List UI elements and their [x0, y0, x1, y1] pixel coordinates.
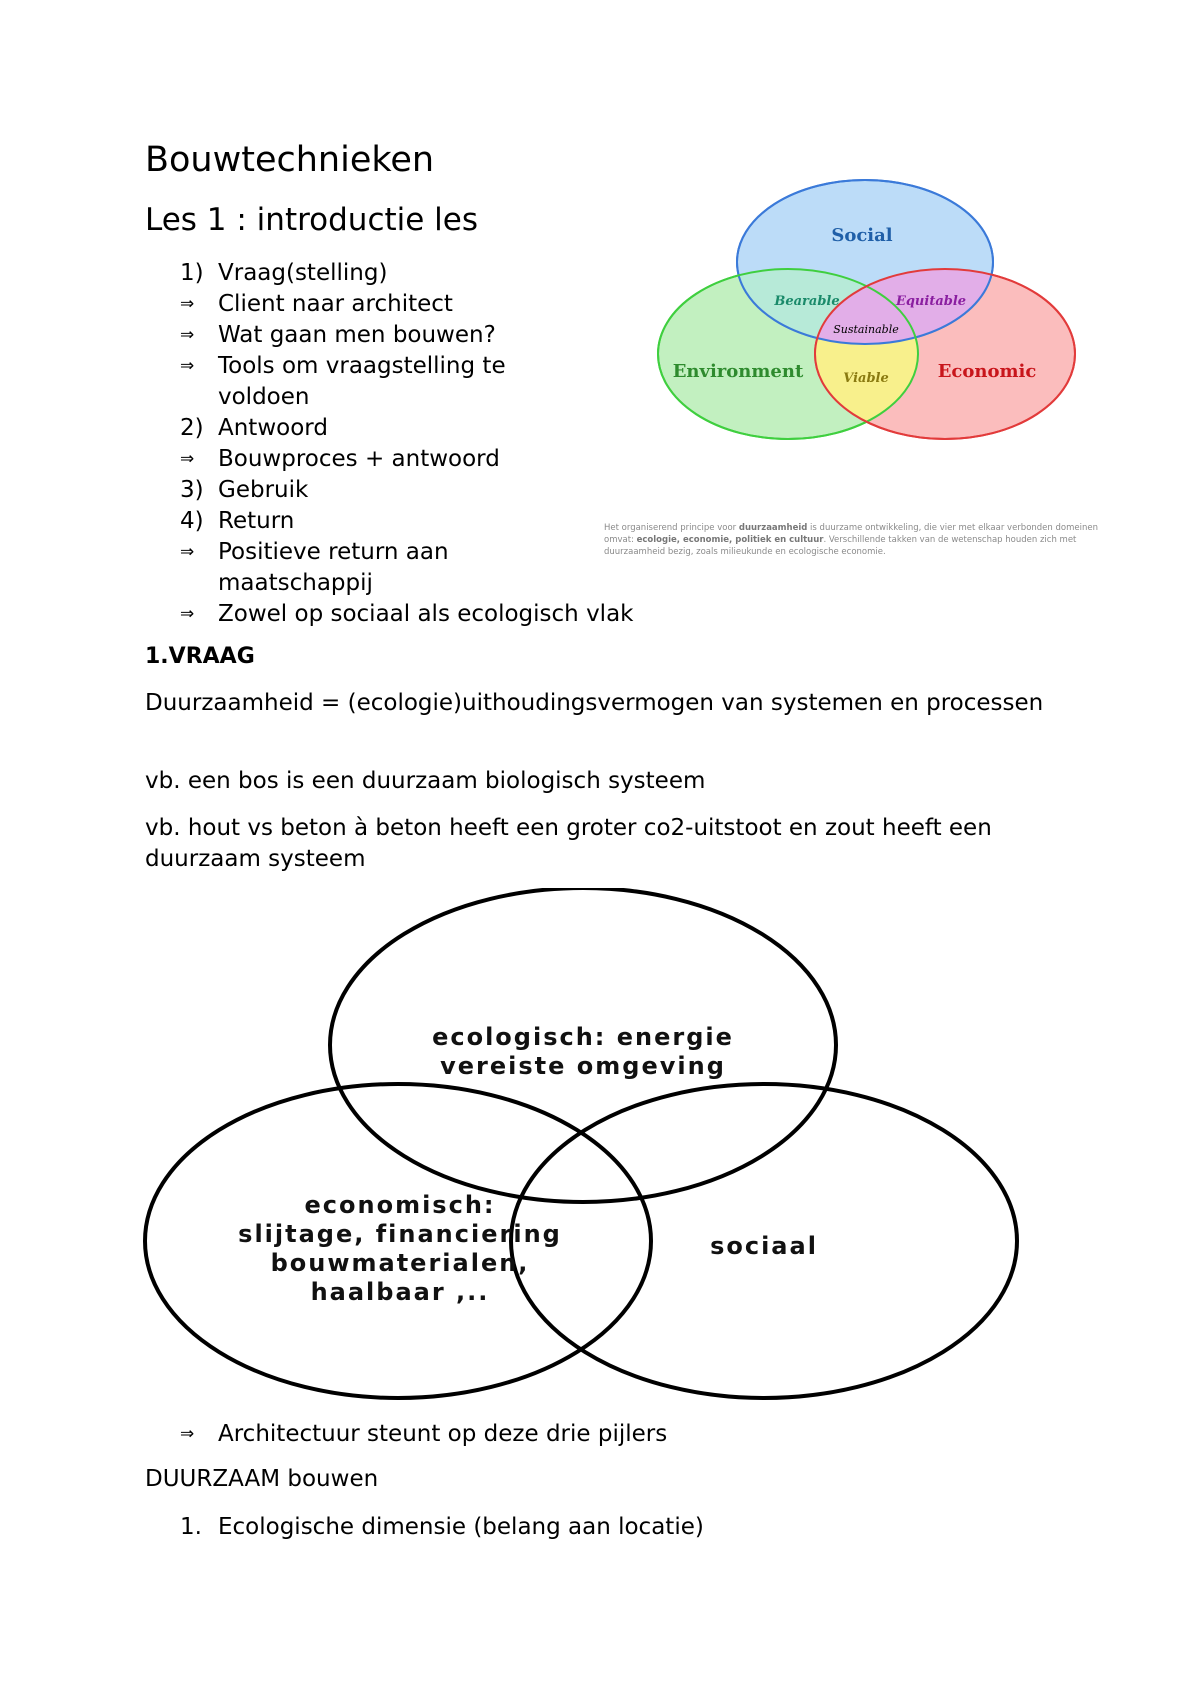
- section-title: VRAAG: [168, 644, 255, 669]
- list-item: [180, 444, 700, 475]
- page-title: Bouwtechnieken: [145, 140, 435, 180]
- equitable-label: Equitable: [895, 294, 967, 309]
- venn-caption: [604, 522, 1114, 558]
- sociaal-label: sociaal: [710, 1232, 818, 1260]
- arrow-icon: ⇒: [180, 542, 195, 562]
- list-item: [180, 413, 700, 444]
- list-item: [180, 320, 700, 351]
- list-marker: 1): [180, 260, 204, 286]
- paragraph-definition: Duurzaamheid = (ecologie)uithoudingsvermogen van systemen en processen: [145, 690, 1044, 716]
- ecologisch-label-line1: ecologisch: energie: [432, 1023, 734, 1051]
- social-label: Social: [831, 225, 893, 246]
- section-heading-vraag: [145, 644, 255, 669]
- arrow-icon: ⇒: [180, 325, 195, 345]
- list-item-text: Return: [218, 508, 295, 534]
- sustainability-venn-image: [645, 178, 1095, 448]
- numbered-item-text: Ecologische dimensie (belang aan locatie): [218, 1514, 704, 1540]
- duurzaam-heading: DUURZAAM bouwen: [145, 1466, 379, 1492]
- architectuur-note-text: Architectuur steunt op deze drie pijlers: [218, 1421, 668, 1447]
- arrow-icon: ⇒: [180, 449, 195, 469]
- lesson-subtitle: Les 1 : introductie les: [145, 202, 479, 238]
- list-item: [180, 599, 700, 630]
- list-item-text: Zowel op sociaal als ecologisch vlak: [218, 601, 634, 627]
- list-marker: 1.: [180, 1514, 202, 1540]
- architectuur-note: [180, 1419, 667, 1450]
- list-marker: 2): [180, 415, 204, 441]
- list-item-text: Client naar architect: [218, 291, 453, 317]
- list-item: [180, 258, 700, 289]
- arrow-icon: ⇒: [180, 294, 195, 314]
- list-item-text: Antwoord: [218, 415, 328, 441]
- list-item: [180, 351, 558, 413]
- list-item: [180, 475, 700, 506]
- list-item-text: Wat gaan men bouwen?: [218, 322, 496, 348]
- caption-text-1: Het organiserend principe voor: [604, 523, 739, 533]
- three-pillars-venn: [140, 888, 1025, 1408]
- sustainable-label: Sustainable: [833, 323, 899, 336]
- list-item-text: Vraag(stelling): [218, 260, 388, 286]
- paragraph-example-bos: vb. een bos is een duurzaam biologisch systeem: [145, 768, 706, 794]
- arrow-icon: ⇒: [180, 356, 195, 376]
- numbered-item: [180, 1512, 704, 1543]
- caption-bold-1: duurzaamheid: [738, 523, 808, 533]
- list-item-text: Positieve return aan maatschappij: [218, 539, 449, 596]
- caption-bold-2: ecologie, economie, politiek en cultuur: [636, 535, 824, 545]
- list-item-text: Tools om vraagstelling te voldoen: [218, 353, 506, 410]
- caption-text-3: . Verschillende takken van de wetenschap houden zich met duurzaamheid bezig, zoals milieukunde en ecologische economie.: [604, 535, 1077, 557]
- ecologisch-label-line2: vereiste omgeving: [440, 1052, 726, 1080]
- economisch-label-line4: haalbaar ,..: [310, 1278, 490, 1306]
- viable-label: Viable: [843, 371, 889, 386]
- list-marker: 4): [180, 508, 204, 534]
- list-item: [180, 289, 700, 320]
- list-item: [180, 537, 518, 599]
- economisch-label-line3: bouwmaterialen,: [270, 1249, 530, 1277]
- arrow-icon: ⇒: [180, 604, 195, 624]
- economisch-label-line1: economisch:: [304, 1191, 496, 1219]
- economic-label: Economic: [937, 361, 1037, 382]
- list-marker: 3): [180, 477, 204, 503]
- economisch-label-line2: slijtage, financiering: [238, 1220, 562, 1248]
- list-item-text: Bouwproces + antwoord: [218, 446, 500, 472]
- paragraph-example-hout: vb. hout vs beton à beton heeft een groter co2-uitstoot en zout heeft een duurzaam systeem: [145, 815, 992, 872]
- list-item-text: Gebruik: [218, 477, 309, 503]
- intro-list: [180, 258, 700, 630]
- environment-label: Environment: [672, 361, 804, 382]
- section-number: 1.: [145, 644, 169, 669]
- caption-text-2: is duurzame ontwikkeling, die vier met elkaar verbonden domeinen omvat:: [604, 523, 1098, 545]
- arrow-icon: ⇒: [180, 1424, 195, 1444]
- bearable-label: Bearable: [774, 294, 840, 309]
